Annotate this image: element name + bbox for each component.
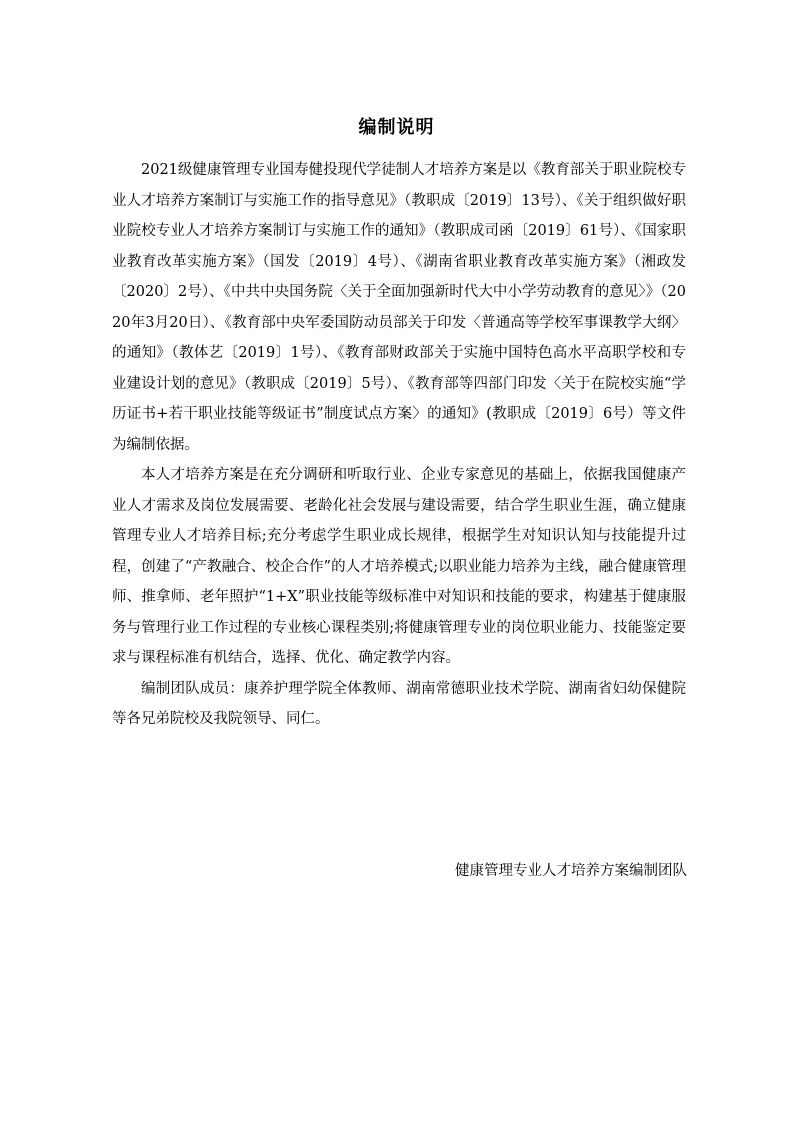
- document-body: [112, 155, 686, 735]
- paragraph-compilation-basis: 2021级健康管理专业国寿健投现代学徒制人才培养方案是以《教育部关于职业院校专业人才培养方案制订与实施工作的指导意见》（教职成〔2019〕13号）、《关于组织做好职业院校专业人才培养方案制订与实施工作的通知》（教职成司函〔2019〕61号）、《国家职业教育改革实施方案》（国发〔2019〕4号）、《湖南省职业教育改革实施方案》（湘政发〔2020〕2号）、《中共中央国务院〈关于全面加强新时代大中小学劳动教育的意见〉》（2020年3月20日）、《教育部中央军委国防动员部关于印发〈普通高等学校军事课教学大纲〉的通知》（教体艺〔2019〕1号）、《教育部财政部关于实施中国特色高水平高职学校和专业建设计划的意见》（教职成〔2019〕5号）、《教育部等四部门印发〈关于在院校实施“学历证书+若干职业技能等级证书”制度试点方案〉的通知》(教职成〔2019〕6号）等文件为编制依据。: [112, 162, 686, 453]
- paragraph-team-members: 编制团队成员：康养护理学院全体教师、湖南常德职业技术学院、湖南省妇幼保健院等各兄弟院校及我院领导、同仁。: [112, 680, 686, 727]
- paragraph-program-design: 本人才培养方案是在充分调研和听取行业、企业专家意见的基础上，依据我国健康产业人才需求及岗位发展需要、老龄化社会发展与建设需要，结合学生职业生涯，确立健康管理专业人才培养目标;充分考虑学生职业成长规律，根据学生对知识认知与技能提升过程，创建了“产教融合、校企合作”的人才培养模式;以职业能力培养为主线，融合健康管理师、推拿师、老年照护“1+X”职业技能等级标准中对知识和技能的要求，构建基于健康服务与管理行业工作过程的专业核心课程类别;将健康管理专业的岗位职业能力、技能鉴定要求与课程标准有机结合，选择、优化、确定教学内容。: [112, 467, 686, 666]
- page-title: 编制说明: [358, 117, 435, 138]
- signature-line: 健康管理专业人才培养方案编制团队: [455, 863, 687, 879]
